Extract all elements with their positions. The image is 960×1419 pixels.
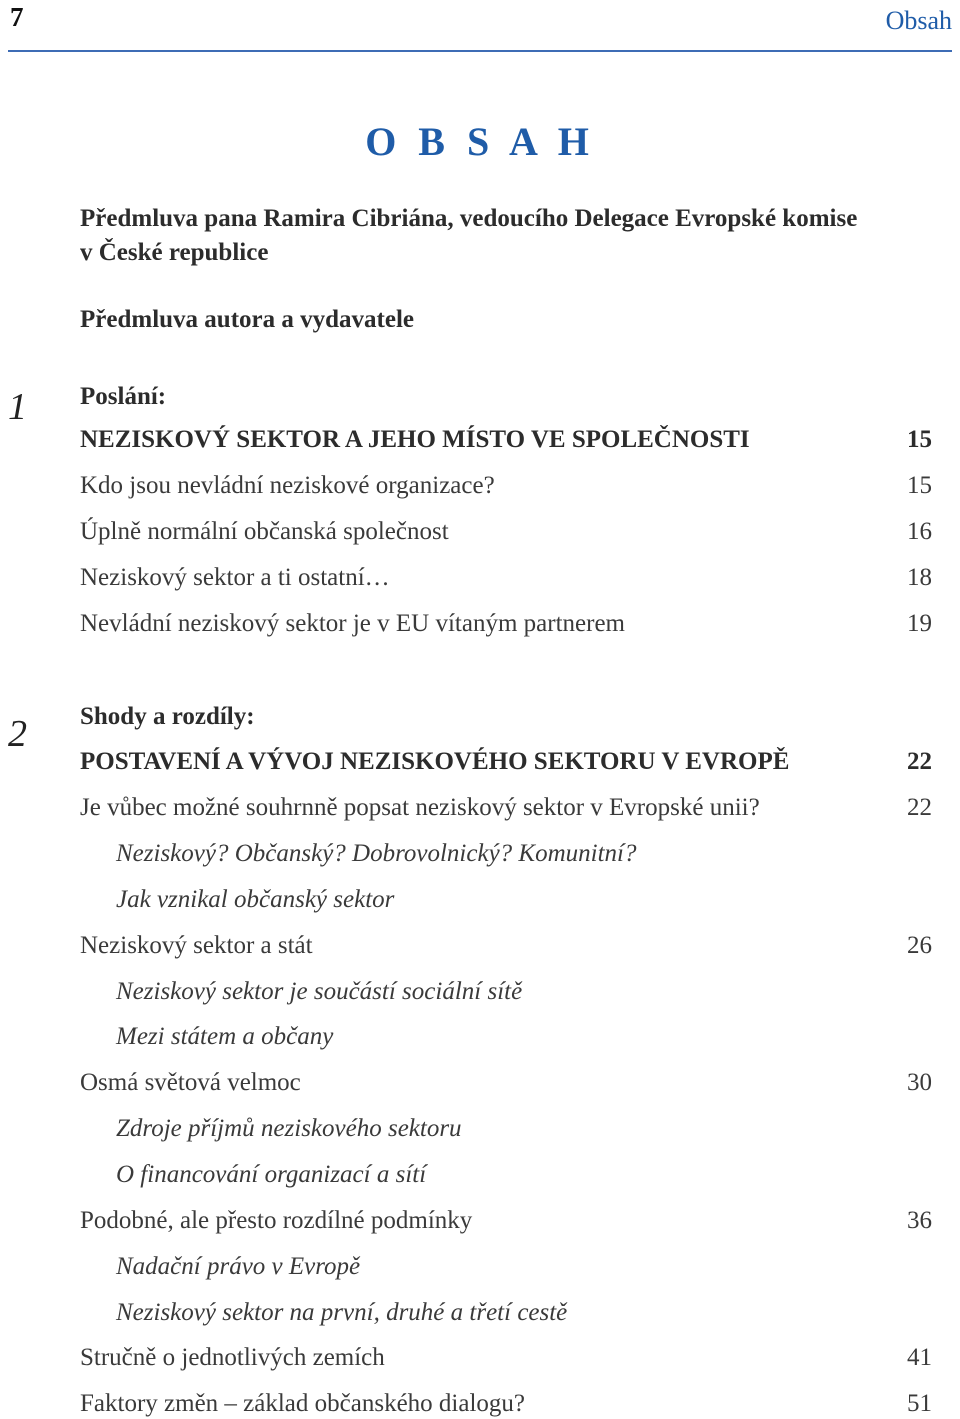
toc-page-number: 15	[907, 426, 932, 453]
toc-entry-text: Stručně o jednotlivých zemích	[80, 1344, 385, 1371]
toc-page-number: 16	[907, 518, 932, 545]
toc-page-number: 30	[907, 1069, 932, 1096]
toc-entry-text: v České republice	[80, 239, 269, 266]
toc-subentry[interactable]	[116, 977, 932, 1007]
toc-subentry[interactable]	[116, 885, 932, 915]
toc-subentry[interactable]	[116, 1160, 932, 1190]
toc-entry-text: Je vůbec možné souhrnně popsat neziskový sektor v Evropské unii?	[80, 794, 760, 821]
toc-entry-text: Jak vznikal občanský sektor	[116, 886, 395, 913]
toc-page-number: 15	[907, 472, 932, 499]
toc-entry[interactable]	[80, 1343, 932, 1373]
toc-entry-foreword-1-cont[interactable]	[80, 238, 932, 268]
chapter-heading-text: Shody a rozdíly:	[80, 703, 255, 730]
toc-title: O B S A H	[365, 119, 595, 164]
toc-entry-text: Předmluva pana Ramira Cibriána, vedoucího Delegace Evropské komise	[80, 205, 858, 232]
toc-entry-text: Zdroje příjmů neziskového sektoru	[116, 1115, 462, 1142]
toc-subentry[interactable]	[116, 839, 932, 869]
toc-subentry[interactable]	[116, 1298, 932, 1328]
toc-entry-foreword-2[interactable]	[80, 305, 932, 335]
toc-entry[interactable]	[80, 793, 932, 823]
toc-entry-text: Neziskový sektor a ti ostatní…	[80, 564, 390, 591]
toc-entry-text: Osmá světová velmoc	[80, 1069, 301, 1096]
toc-entry-text: Neziskový sektor je součástí sociální sítě	[116, 978, 523, 1005]
chapter-1-heading[interactable]	[80, 382, 932, 412]
chapter-number-1: 1	[8, 386, 27, 428]
toc-subentry[interactable]	[116, 1022, 932, 1052]
toc-entry-text: Podobné, ale přesto rozdílné podmínky	[80, 1207, 473, 1234]
running-head: Obsah	[885, 6, 952, 35]
toc-entry-text: Neziskový sektor na první, druhé a třetí cestě	[116, 1299, 568, 1326]
toc-subentry[interactable]	[116, 1252, 932, 1282]
chapter-2-subtitle[interactable]	[80, 747, 932, 777]
toc-entry-text: Nevládní neziskový sektor je v EU vítaným partnerem	[80, 610, 625, 637]
toc-entry-text: Úplně normální občanská společnost	[80, 518, 449, 545]
toc-entry-text: Předmluva autora a vydavatele	[80, 306, 414, 333]
chapter-2-heading[interactable]	[80, 702, 932, 732]
toc-entry[interactable]	[80, 1206, 932, 1236]
toc-page-number: 19	[907, 610, 932, 637]
toc-entry-text: Nadační právo v Evropě	[116, 1253, 361, 1280]
toc-entry-text: Faktory změn – základ občanského dialogu?	[80, 1390, 525, 1417]
chapter-1-subtitle[interactable]	[80, 425, 932, 455]
toc-entry-text: Mezi státem a občany	[116, 1023, 334, 1050]
toc-entry-foreword-1[interactable]	[80, 204, 932, 234]
toc-page-number: 22	[907, 794, 932, 821]
toc-entry[interactable]	[80, 517, 932, 547]
toc-entry[interactable]	[80, 471, 932, 501]
toc-page-number: 26	[907, 932, 932, 959]
chapter-subtitle-text: POSTAVENÍ A VÝVOJ NEZISKOVÉHO SEKTORU V EVROPĚ	[80, 748, 790, 775]
toc-entry[interactable]	[80, 1068, 932, 1098]
toc-entry[interactable]	[80, 1389, 932, 1419]
chapter-number-2: 2	[8, 713, 27, 755]
toc-entry-text: Kdo jsou nevládní neziskové organizace?	[80, 472, 495, 499]
chapter-subtitle-text: NEZISKOVÝ SEKTOR A JEHO MÍSTO VE SPOLEČNOSTI	[80, 426, 750, 453]
toc-page-number: 41	[907, 1344, 932, 1371]
toc-page-number: 51	[907, 1390, 932, 1417]
toc-entry[interactable]	[80, 931, 932, 961]
chapter-heading-text: Poslání:	[80, 383, 167, 410]
toc-entry[interactable]	[80, 563, 932, 593]
toc-entry-text: Neziskový? Občanský? Dobrovolnický? Komunitní?	[116, 840, 637, 867]
toc-page-number: 22	[907, 748, 932, 775]
page-number: 7	[10, 2, 24, 32]
toc-entry[interactable]	[80, 609, 932, 639]
toc-entry-text: Neziskový sektor a stát	[80, 932, 313, 959]
header-rule	[8, 50, 952, 52]
toc-page-number: 36	[907, 1207, 932, 1234]
toc-subentry[interactable]	[116, 1114, 932, 1144]
toc-entry-text: O financování organizací a sítí	[116, 1161, 427, 1188]
toc-page-number: 18	[907, 564, 932, 591]
